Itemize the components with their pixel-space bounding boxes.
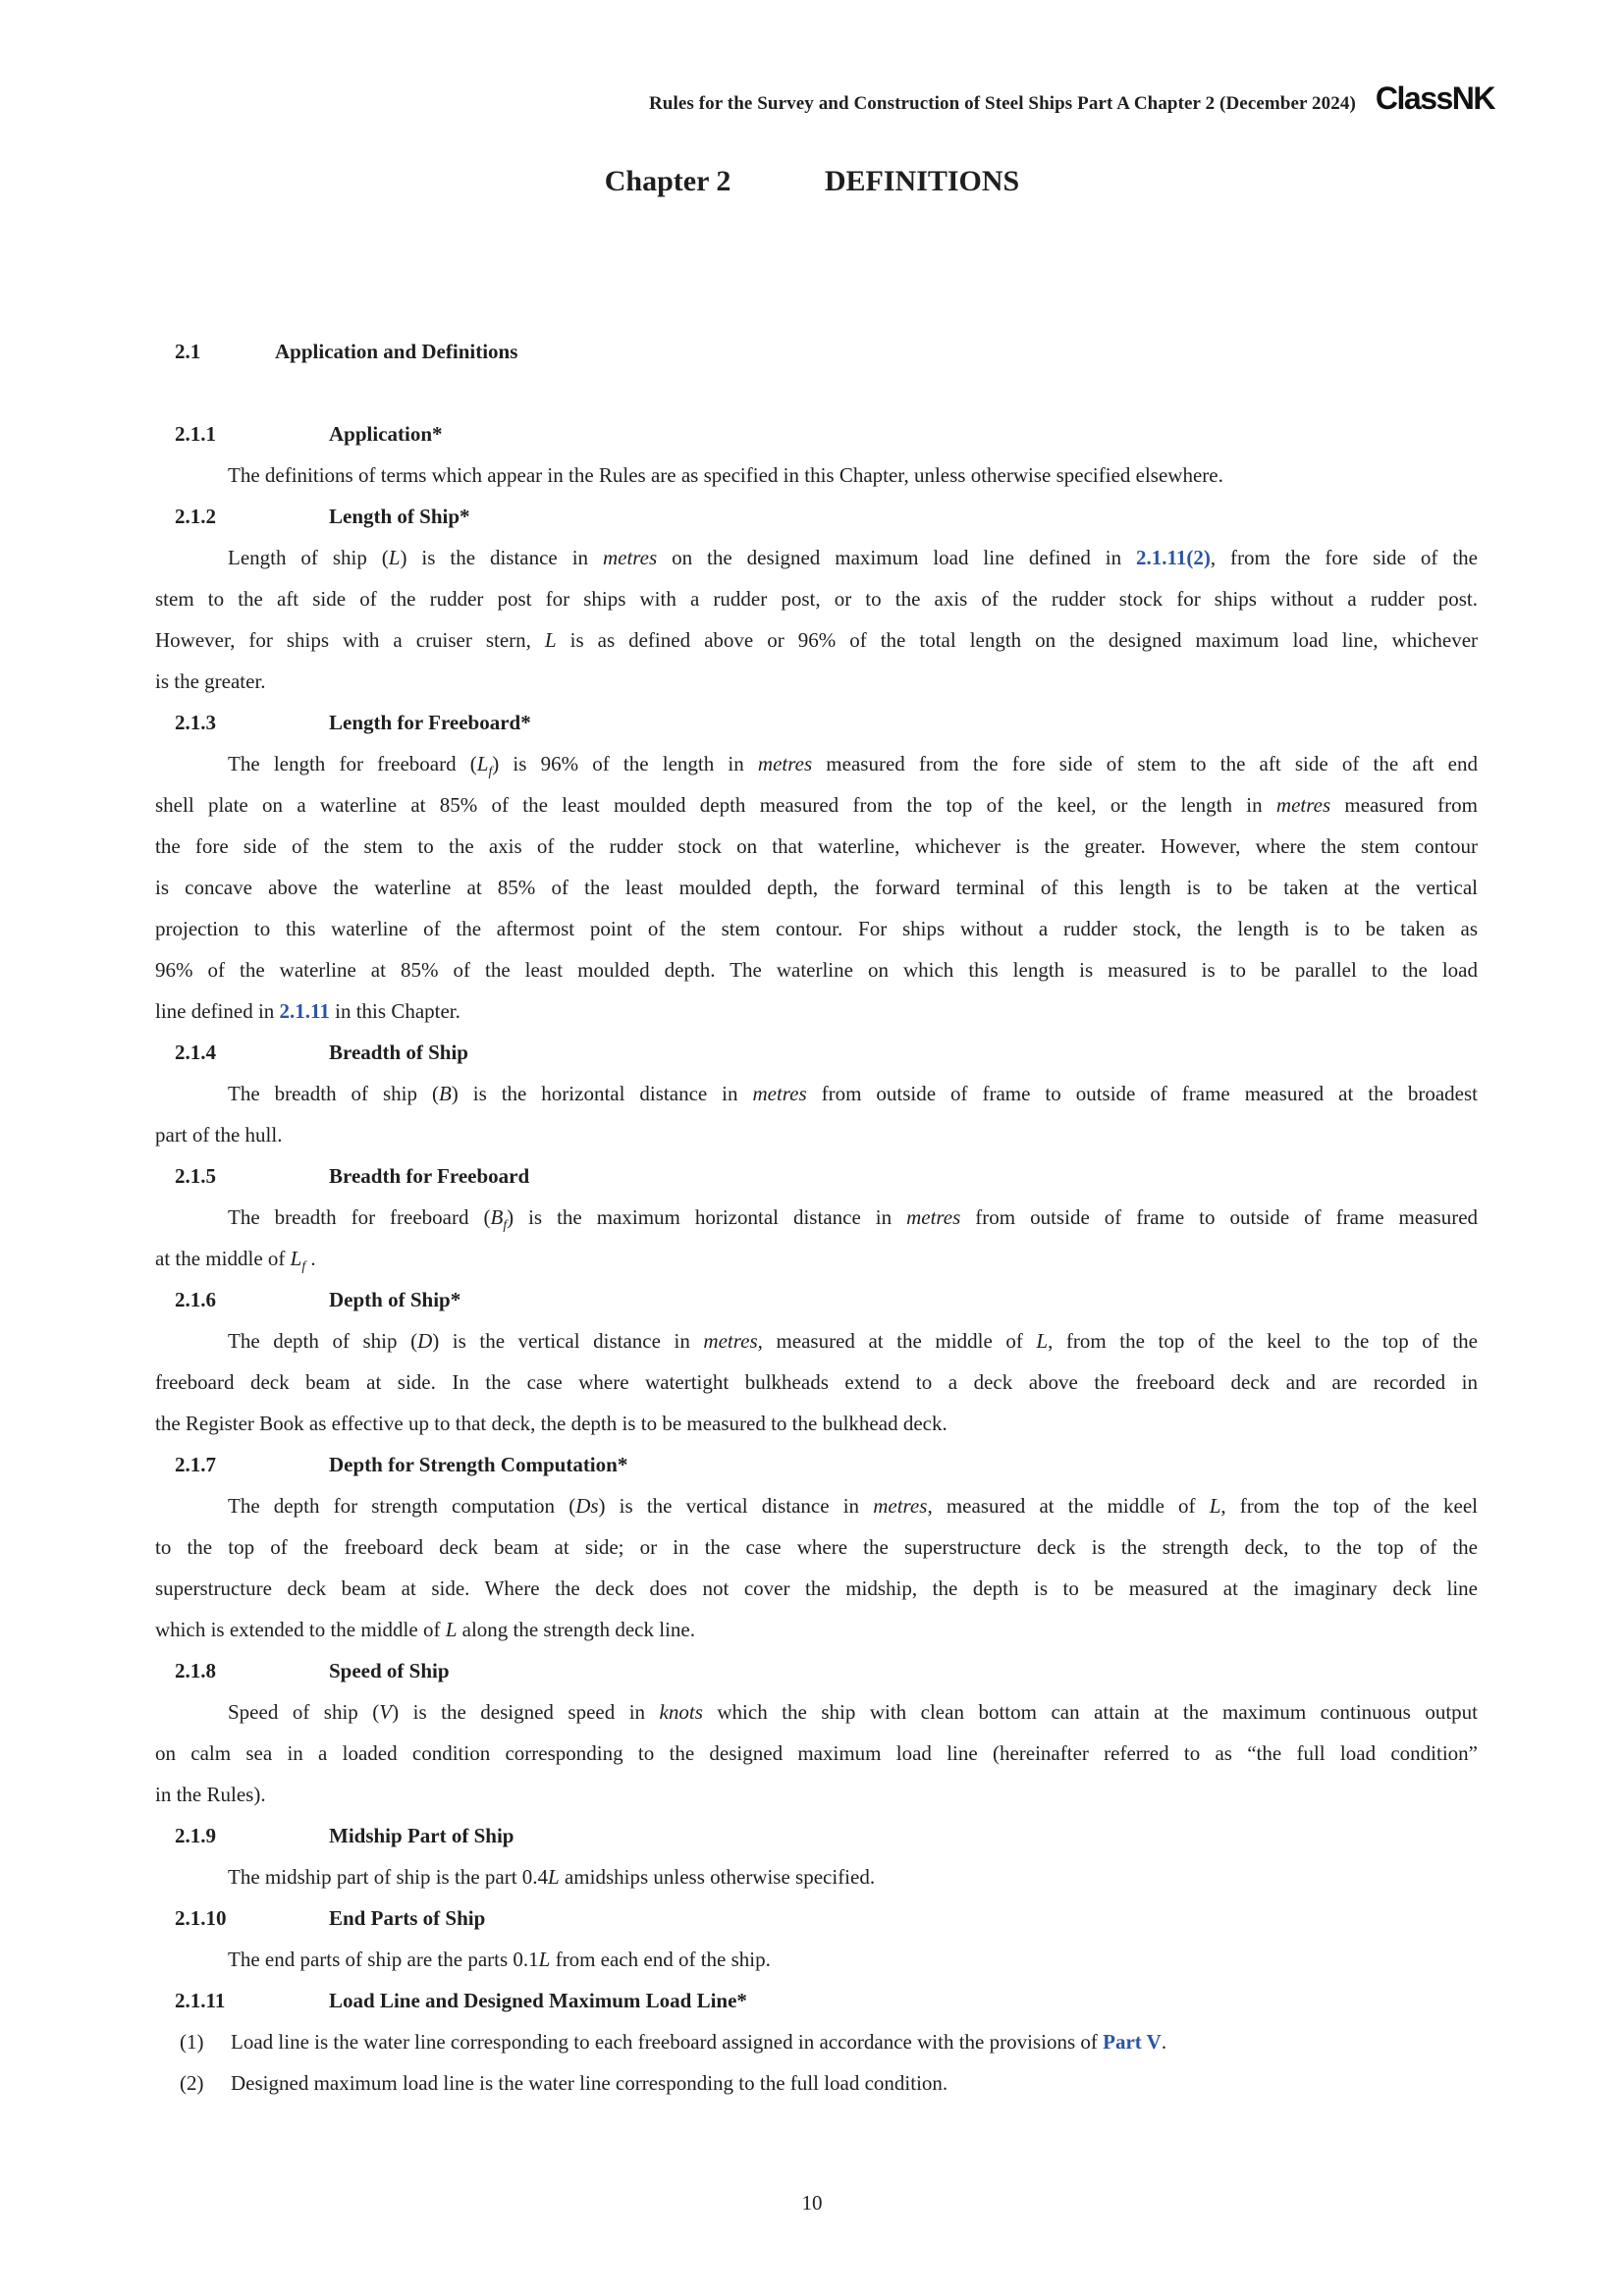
section-title: Depth for Strength Computation* [329, 1453, 628, 1476]
text-line: The breadth for freeboard $(B_f)$ is the maximum horizontal distance in metres from outside of frame to outside of frame measured [228, 1205, 1479, 1233]
text-line: freeboard deck beam at side. In the case where watertight bulkheads extend to a deck above the freeboard deck and are recorded in [155, 1370, 1478, 1394]
text-line: line defined in 2.1.11 in this Chapter. [155, 999, 460, 1023]
text-line: The depth for strength computation (Ds) is the vertical distance in metres, measured at the middle of L, from the top of the keel [228, 1494, 1478, 1518]
text-line: The depth of ship (D) is the vertical distance in metres, measured at the middle of L, from the top of the keel to the top of the [228, 1329, 1479, 1353]
section-title: Length for Freeboard* [329, 711, 531, 734]
section-title: Application* [329, 422, 443, 446]
text-line: Length of ship (L) is the distance in metres on the designed maximum load line defined in 2.1.11(2), from the fore side of the [228, 546, 1478, 569]
text-line: on calm sea in a loaded condition corresponding to the designed maximum load line (hereinafter referred to as “the full load condition” [155, 1741, 1478, 1765]
text-line: The end parts of ship are the parts 0.1L from each end of the ship. [228, 1948, 771, 1971]
section-heading [155, 331, 1478, 372]
list-item-text: Designed maximum load line is the water line corresponding to the full load condition. [231, 2071, 948, 2095]
section-2.1 [155, 331, 1478, 372]
cross-reference-link[interactable]: 2.1.11(2) [1136, 546, 1211, 569]
section-title: Load Line and Designed Maximum Load Line* [329, 1989, 747, 2012]
section-2.1.11 [155, 1980, 1478, 2104]
chapter-name: DEFINITIONS [824, 165, 1020, 197]
section-heading [155, 1815, 1478, 1856]
section-2.1.4 [155, 1032, 1478, 1155]
running-header-title: Rules for the Survey and Construction of Steel Ships Part A Chapter 2 (December 2024) [648, 93, 1356, 114]
list-item [155, 2062, 1478, 2104]
text-line: the fore side of the stem to the axis of the rudder stock on that waterline, whichever is the greater. However, where the stem contour [155, 834, 1478, 858]
section-heading [155, 702, 1478, 743]
text-line: superstructure deck beam at side. Where the deck does not cover the midship, the depth is to be measured at the imaginary deck line [155, 1576, 1478, 1600]
list-item-text: Load line is the water line corresponding to each freeboard assigned in accordance with the provisions of Part V. [231, 2030, 1167, 2054]
section-number: 2.1.9 [175, 1824, 216, 1847]
text-line: The definitions of terms which appear in the Rules are as specified in this Chapter, unless otherwise specified elsewhere. [228, 463, 1223, 487]
section-number: 2.1.11 [175, 1989, 226, 2012]
text-line: is concave above the waterline at 85% of the least moulded depth, the forward terminal of this length is to be taken at the vertical [155, 876, 1478, 899]
text-line: the Register Book as effective up to that deck, the depth is to be measured to the bulkhead deck. [155, 1412, 947, 1435]
section-number: 2.1.2 [175, 505, 216, 528]
text-line: The midship part of ship is the part 0.4L amidships unless otherwise specified. [228, 1865, 876, 1889]
text-line: projection to this waterline of the aftermost point of the stem contour. For ships without a rudder stock, the length is to be taken as [155, 917, 1478, 940]
section-heading [155, 1980, 1478, 2021]
section-2.1.1 [155, 413, 1478, 496]
section-number: 2.1.8 [175, 1659, 216, 1682]
list-item-marker: (1) [180, 2030, 204, 2054]
section-number: 2.1.3 [175, 711, 216, 734]
text-line: The length for freeboard $(L_f)$ is 96% of the length in metres measured from the fore side of stem to the aft side of the aft end [228, 752, 1479, 779]
section-title: End Parts of Ship [329, 1906, 486, 1930]
list-item [155, 2021, 1478, 2062]
section-number: 2.1.4 [175, 1041, 216, 1064]
section-heading [155, 1279, 1478, 1320]
section-title: Midship Part of Ship [329, 1824, 514, 1847]
chapter-title [0, 165, 1624, 198]
section-2.1.9 [155, 1815, 1478, 1897]
text-line: However, for ships with a cruiser stern, L is as defined above or 96% of the total length on the designed maximum load line, whichever [155, 628, 1479, 652]
text-line: in the Rules). [155, 1783, 266, 1806]
section-heading [155, 496, 1478, 537]
section-title: Length of Ship* [329, 505, 470, 528]
section-title: Breadth for Freeboard [329, 1164, 530, 1188]
section-2.1.3 [155, 702, 1478, 1032]
cross-reference-link[interactable]: 2.1.11 [279, 999, 330, 1023]
section-heading [155, 1155, 1478, 1197]
section-2.1.2 [155, 496, 1478, 702]
text-line: at the middle of $L_f$ . [155, 1247, 316, 1274]
section-number: 2.1.6 [175, 1288, 216, 1311]
section-title: Speed of Ship [329, 1659, 450, 1682]
section-number: 2.1.5 [175, 1164, 216, 1188]
page-footer [0, 2191, 1624, 2216]
section-number: 2.1 [175, 340, 201, 363]
section-2.1.10 [155, 1897, 1478, 1980]
section-2.1.7 [155, 1444, 1478, 1650]
text-line: 96% of the waterline at 85% of the least moulded depth. The waterline on which this length is measured is to be parallel to the load [155, 958, 1478, 982]
text-line: Speed of ship (V) is the designed speed in knots which the ship with clean bottom can attain at the maximum continuous output [228, 1700, 1478, 1724]
section-heading [155, 1650, 1478, 1691]
text-line: stem to the aft side of the rudder post for ships with a rudder post, or to the axis of the rudder stock for ships without a rudder post. [155, 587, 1478, 611]
page-header [649, 80, 1494, 117]
page-number: 10 [801, 2191, 823, 2215]
section-title: Application and Definitions [275, 340, 518, 363]
chapter-label: Chapter 2 [604, 165, 731, 197]
section-heading [155, 1032, 1478, 1073]
section-title: Breadth of Ship [329, 1041, 468, 1064]
section-heading [155, 1897, 1478, 1939]
text-line: The breadth of ship (B) is the horizontal distance in metres from outside of frame to outside of frame measured at the broadest [228, 1082, 1478, 1105]
list-item-marker: (2) [180, 2071, 204, 2095]
text-line: part of the hull. [155, 1123, 283, 1147]
section-heading [155, 413, 1478, 454]
section-number: 2.1.1 [175, 422, 216, 446]
cross-reference-link[interactable]: Part V [1103, 2030, 1162, 2054]
section-number: 2.1.10 [175, 1906, 227, 1930]
section-2.1.8 [155, 1650, 1478, 1815]
text-line: which is extended to the middle of L along the strength deck line. [155, 1618, 695, 1641]
text-line: to the top of the freeboard deck beam at side; or in the case where the superstructure deck is the strength deck, to the top of the [155, 1535, 1478, 1559]
section-title: Depth of Ship* [329, 1288, 461, 1311]
classnk-logo: ClassNK [1375, 80, 1494, 116]
text-line: shell plate on a waterline at 85% of the least moulded depth measured from the top of the keel, or the length in metres measured from [155, 793, 1478, 817]
section-2.1.6 [155, 1279, 1478, 1444]
section-heading [155, 1444, 1478, 1485]
section-number: 2.1.7 [175, 1453, 216, 1476]
document-body [155, 331, 1478, 2104]
text-line: is the greater. [155, 669, 266, 693]
section-2.1.5 [155, 1155, 1478, 1279]
